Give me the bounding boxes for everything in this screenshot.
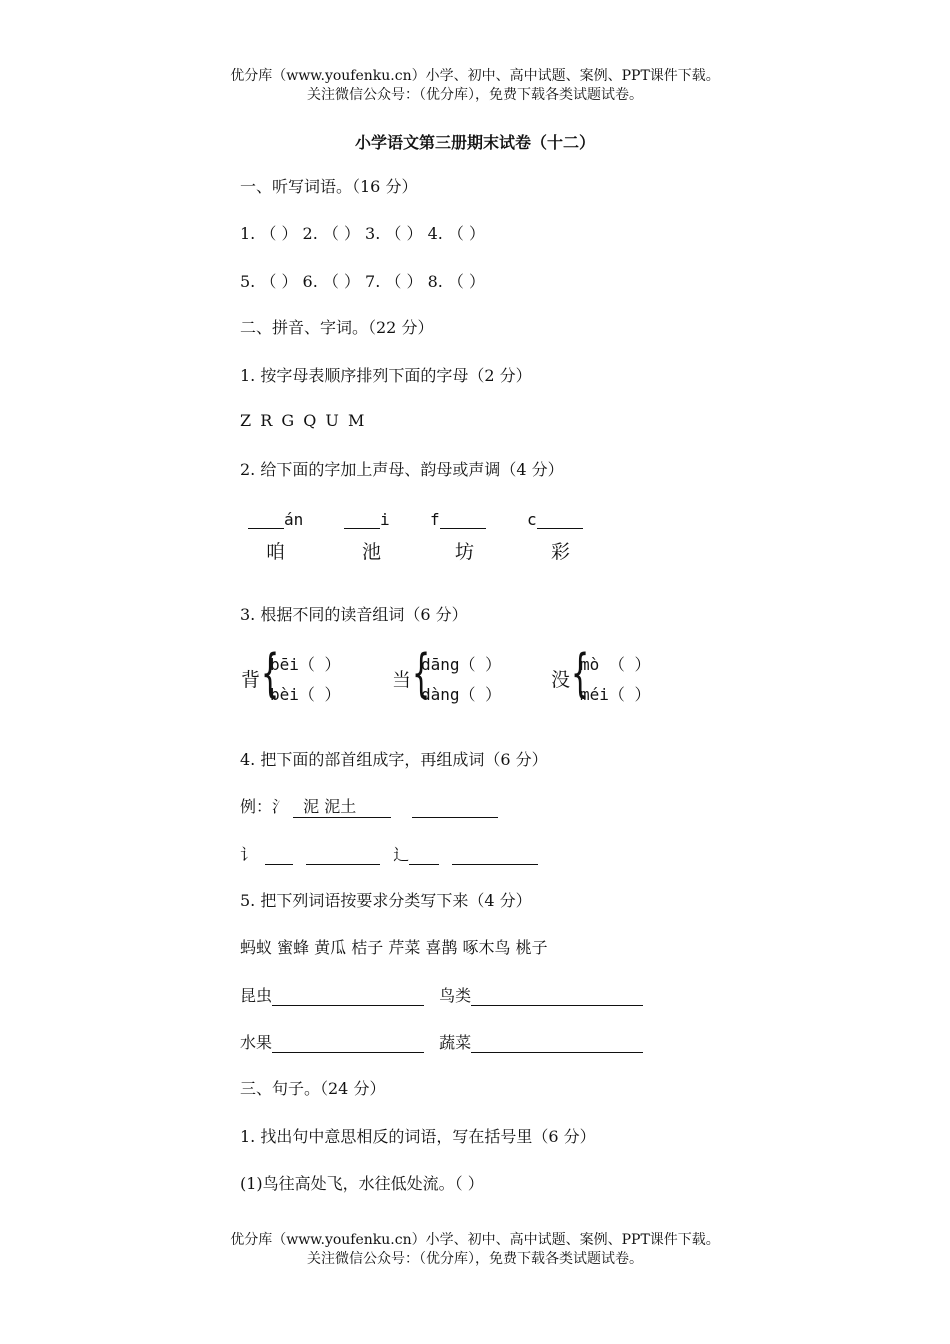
polyphone-char: 没: [551, 669, 571, 691]
header-line-2: 关注微信公众号：（优分库），免费下载各类试题试卷。: [307, 87, 643, 103]
section-2-heading: 二、拼音、字词。（22 分）: [240, 318, 434, 337]
reading-1: bēi（ ）: [270, 655, 341, 674]
page-title: 小学语文第三册期末试卷（十二）: [354, 133, 595, 152]
reading-2: méi（ ）: [580, 685, 651, 704]
category-row-1: [240, 983, 643, 1006]
pinyin-char: 咱: [266, 541, 286, 563]
question-3-1: 1. 找出句中意思相反的词语，写在括号里（6 分）: [240, 1127, 596, 1146]
blank: [265, 848, 293, 865]
reading-2: bèi（ ）: [270, 685, 341, 704]
category-vegetables: 蔬菜: [439, 1033, 472, 1052]
radical-1: 讠: [240, 845, 257, 864]
pinyin-char: 池: [362, 541, 382, 563]
blank: [452, 848, 538, 865]
blank: [409, 848, 439, 865]
reading-1: mò （ ）: [580, 655, 651, 674]
brace-icon: {: [261, 644, 280, 704]
pinyin-final: án: [284, 510, 304, 529]
radical-example: [240, 794, 498, 818]
example-answer: 泥 泥土: [293, 794, 391, 818]
example-prefix: 例：氵: [240, 797, 289, 816]
blank: [272, 989, 424, 1006]
question-2-1: 1. 按字母表顺序排列下面的字母（2 分）: [240, 366, 532, 385]
section-3-heading: 三、句子。（24 分）: [240, 1079, 386, 1098]
sentence-1: (1)鸟往高处飞，水往低处流。（ ）: [240, 1174, 484, 1193]
dictation-row-1: 1. （ ） 2. （ ） 3. （ ） 4. （ ）: [240, 224, 486, 243]
letters-row: Z R G Q U M: [240, 411, 367, 430]
question-2-5: 5. 把下列词语按要求分类写下来（4 分）: [240, 891, 532, 910]
polyphone-char: 当: [392, 669, 412, 691]
section-1-heading: 一、听写词语。（16 分）: [240, 177, 418, 196]
polyphone-char: 背: [241, 669, 261, 691]
question-2-3: 3. 根据不同的读音组词（6 分）: [240, 605, 468, 624]
blank: [272, 1036, 424, 1053]
pinyin-initial: f: [430, 510, 440, 529]
question-2-2: 2. 给下面的字加上声母、韵母或声调（4 分）: [240, 460, 564, 479]
dictation-row-2: 5. （ ） 6. （ ） 7. （ ） 8. （ ）: [240, 272, 486, 291]
reading-2: dàng（ ）: [421, 685, 502, 704]
category-birds: 鸟类: [439, 986, 472, 1005]
category-insects: 昆虫: [240, 986, 273, 1005]
blank: [471, 989, 643, 1006]
footer-line-1: 优分库（www.youfenku.cn）小学、初中、高中试题、案例、PPT课件下载。: [230, 1232, 720, 1248]
reading-1: dāng（ ）: [421, 655, 502, 674]
brace-icon: {: [571, 644, 590, 704]
blank: [471, 1036, 643, 1053]
question-2-4: 4. 把下面的部首组成字，再组成词（6 分）: [240, 750, 548, 769]
word-list: 蚂蚁 蜜蜂 黄瓜 桔子 芹菜 喜鹊 啄木鸟 桃子: [240, 938, 548, 957]
pinyin-final: i: [380, 510, 390, 529]
category-row-2: [240, 1030, 643, 1053]
radical-2: 辶: [393, 845, 410, 864]
header-line-1: 优分库（www.youfenku.cn）小学、初中、高中试题、案例、PPT课件下载。: [230, 68, 720, 84]
blank: [412, 801, 498, 818]
pinyin-initial: c: [527, 510, 537, 529]
blank: [306, 848, 380, 865]
brace-icon: {: [412, 644, 431, 704]
pinyin-char: 彩: [551, 541, 571, 563]
radical-row: [240, 842, 538, 865]
footer-line-2: 关注微信公众号：（优分库），免费下载各类试题试卷。: [307, 1251, 643, 1267]
category-fruit: 水果: [240, 1033, 273, 1052]
pinyin-char: 坊: [455, 541, 475, 563]
